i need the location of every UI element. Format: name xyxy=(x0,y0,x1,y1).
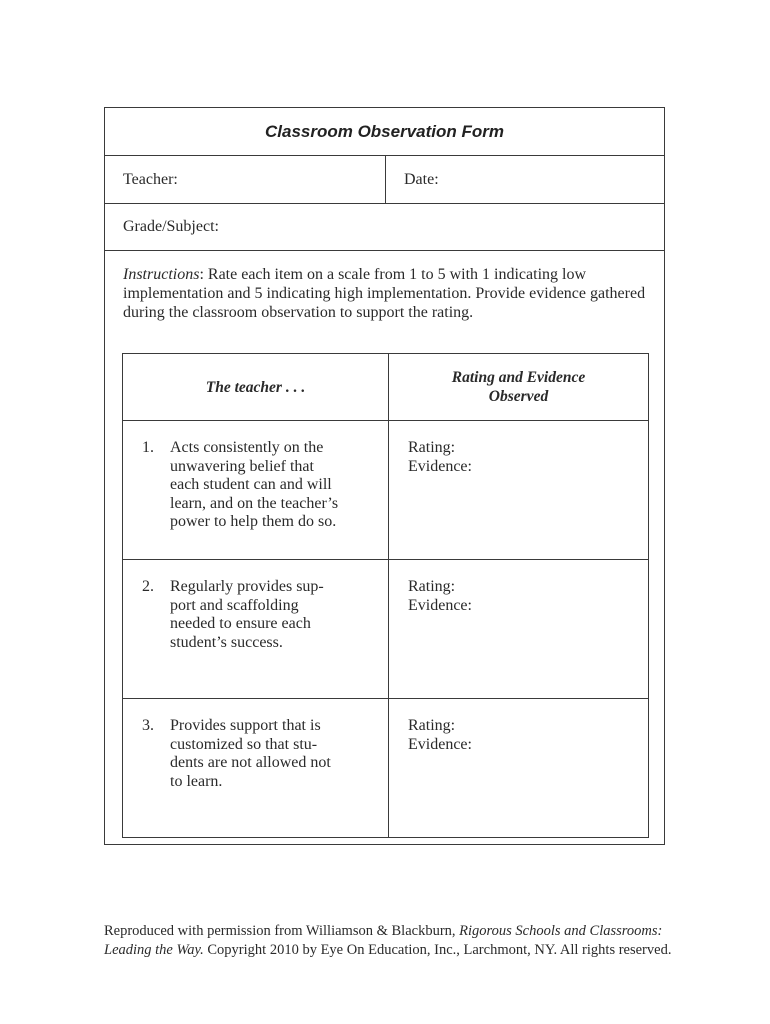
item-line: learn, and on the teacher’s xyxy=(170,494,339,512)
item-text xyxy=(170,578,324,652)
copyright-footer xyxy=(104,922,674,960)
item-line: needed to ensure each xyxy=(170,615,311,632)
footer-text-after: Copyright 2010 by Eye On Education, Inc., Larchmont, NY. All rights reserved. xyxy=(203,942,672,958)
instructions-text: : Rate each item on a scale from 1 to 5 with 1 indicating low implementation and 5 indicating high implementation. Provide evidence gathered during the classroom observation to support the rating. xyxy=(123,266,646,321)
teacher-field[interactable] xyxy=(105,156,386,203)
header-rating-line1: Rating and Evidence xyxy=(451,369,586,386)
evidence-label: Evidence: xyxy=(408,457,472,475)
table-row xyxy=(123,421,649,560)
rating-evidence-cell[interactable] xyxy=(389,699,649,838)
item-line: each student can and will xyxy=(170,476,332,493)
item-cell xyxy=(123,560,389,699)
item-line: Provides support that is xyxy=(170,717,321,734)
instructions-label: Instructions xyxy=(123,266,200,283)
rating-evidence-cell[interactable] xyxy=(389,421,649,560)
item-line: customized so that stu- xyxy=(170,735,318,753)
item-line: port and scaffolding xyxy=(170,596,299,614)
item-line: power to help them do so. xyxy=(170,513,337,530)
rating-evidence-cell[interactable] xyxy=(389,560,649,699)
footer-book-title: Rigorous Schools and Classrooms: Leading the Way. xyxy=(104,923,663,958)
teacher-label: Teacher: xyxy=(123,170,178,188)
table-row xyxy=(123,560,649,699)
item-cell xyxy=(123,421,389,560)
instructions xyxy=(105,251,664,322)
item-line: dents are not allowed not xyxy=(170,754,331,771)
evidence-label: Evidence: xyxy=(408,596,472,614)
item-number: 3. xyxy=(142,717,154,734)
rating-label: Rating: xyxy=(408,717,456,734)
item-number: 2. xyxy=(142,578,154,595)
item-line: unwavering belief that xyxy=(170,457,314,475)
item-line: student’s success. xyxy=(170,633,283,651)
table-header-row xyxy=(123,354,649,421)
item-text xyxy=(170,439,338,532)
item-line: to learn. xyxy=(170,772,223,790)
observation-form xyxy=(104,107,665,845)
header-the-teacher-text: The teacher . . . xyxy=(205,378,306,396)
grade-subject-label: Grade/Subject: xyxy=(123,218,219,235)
item-text xyxy=(170,717,331,791)
item-number: 1. xyxy=(142,439,154,456)
item-line: Regularly provides sup- xyxy=(170,578,324,595)
grade-subject-field[interactable] xyxy=(105,204,664,251)
date-field[interactable] xyxy=(386,156,439,203)
table-row xyxy=(123,699,649,838)
form-title: Classroom Observation Form xyxy=(105,108,664,156)
header-rating-evidence xyxy=(389,354,649,421)
header-rating-line2: Observed xyxy=(488,388,549,405)
evidence-label: Evidence: xyxy=(408,735,472,753)
item-cell xyxy=(123,699,389,838)
rating-label: Rating: xyxy=(408,578,456,595)
rating-label: Rating: xyxy=(408,439,456,456)
footer-text-before: Reproduced with permission from Williamson & Blackburn, xyxy=(104,923,460,939)
item-line: Acts consistently on the xyxy=(170,439,324,456)
header-the-teacher xyxy=(123,354,389,421)
date-label: Date: xyxy=(404,170,439,188)
evaluation-table xyxy=(122,353,649,838)
teacher-date-row xyxy=(105,156,664,204)
